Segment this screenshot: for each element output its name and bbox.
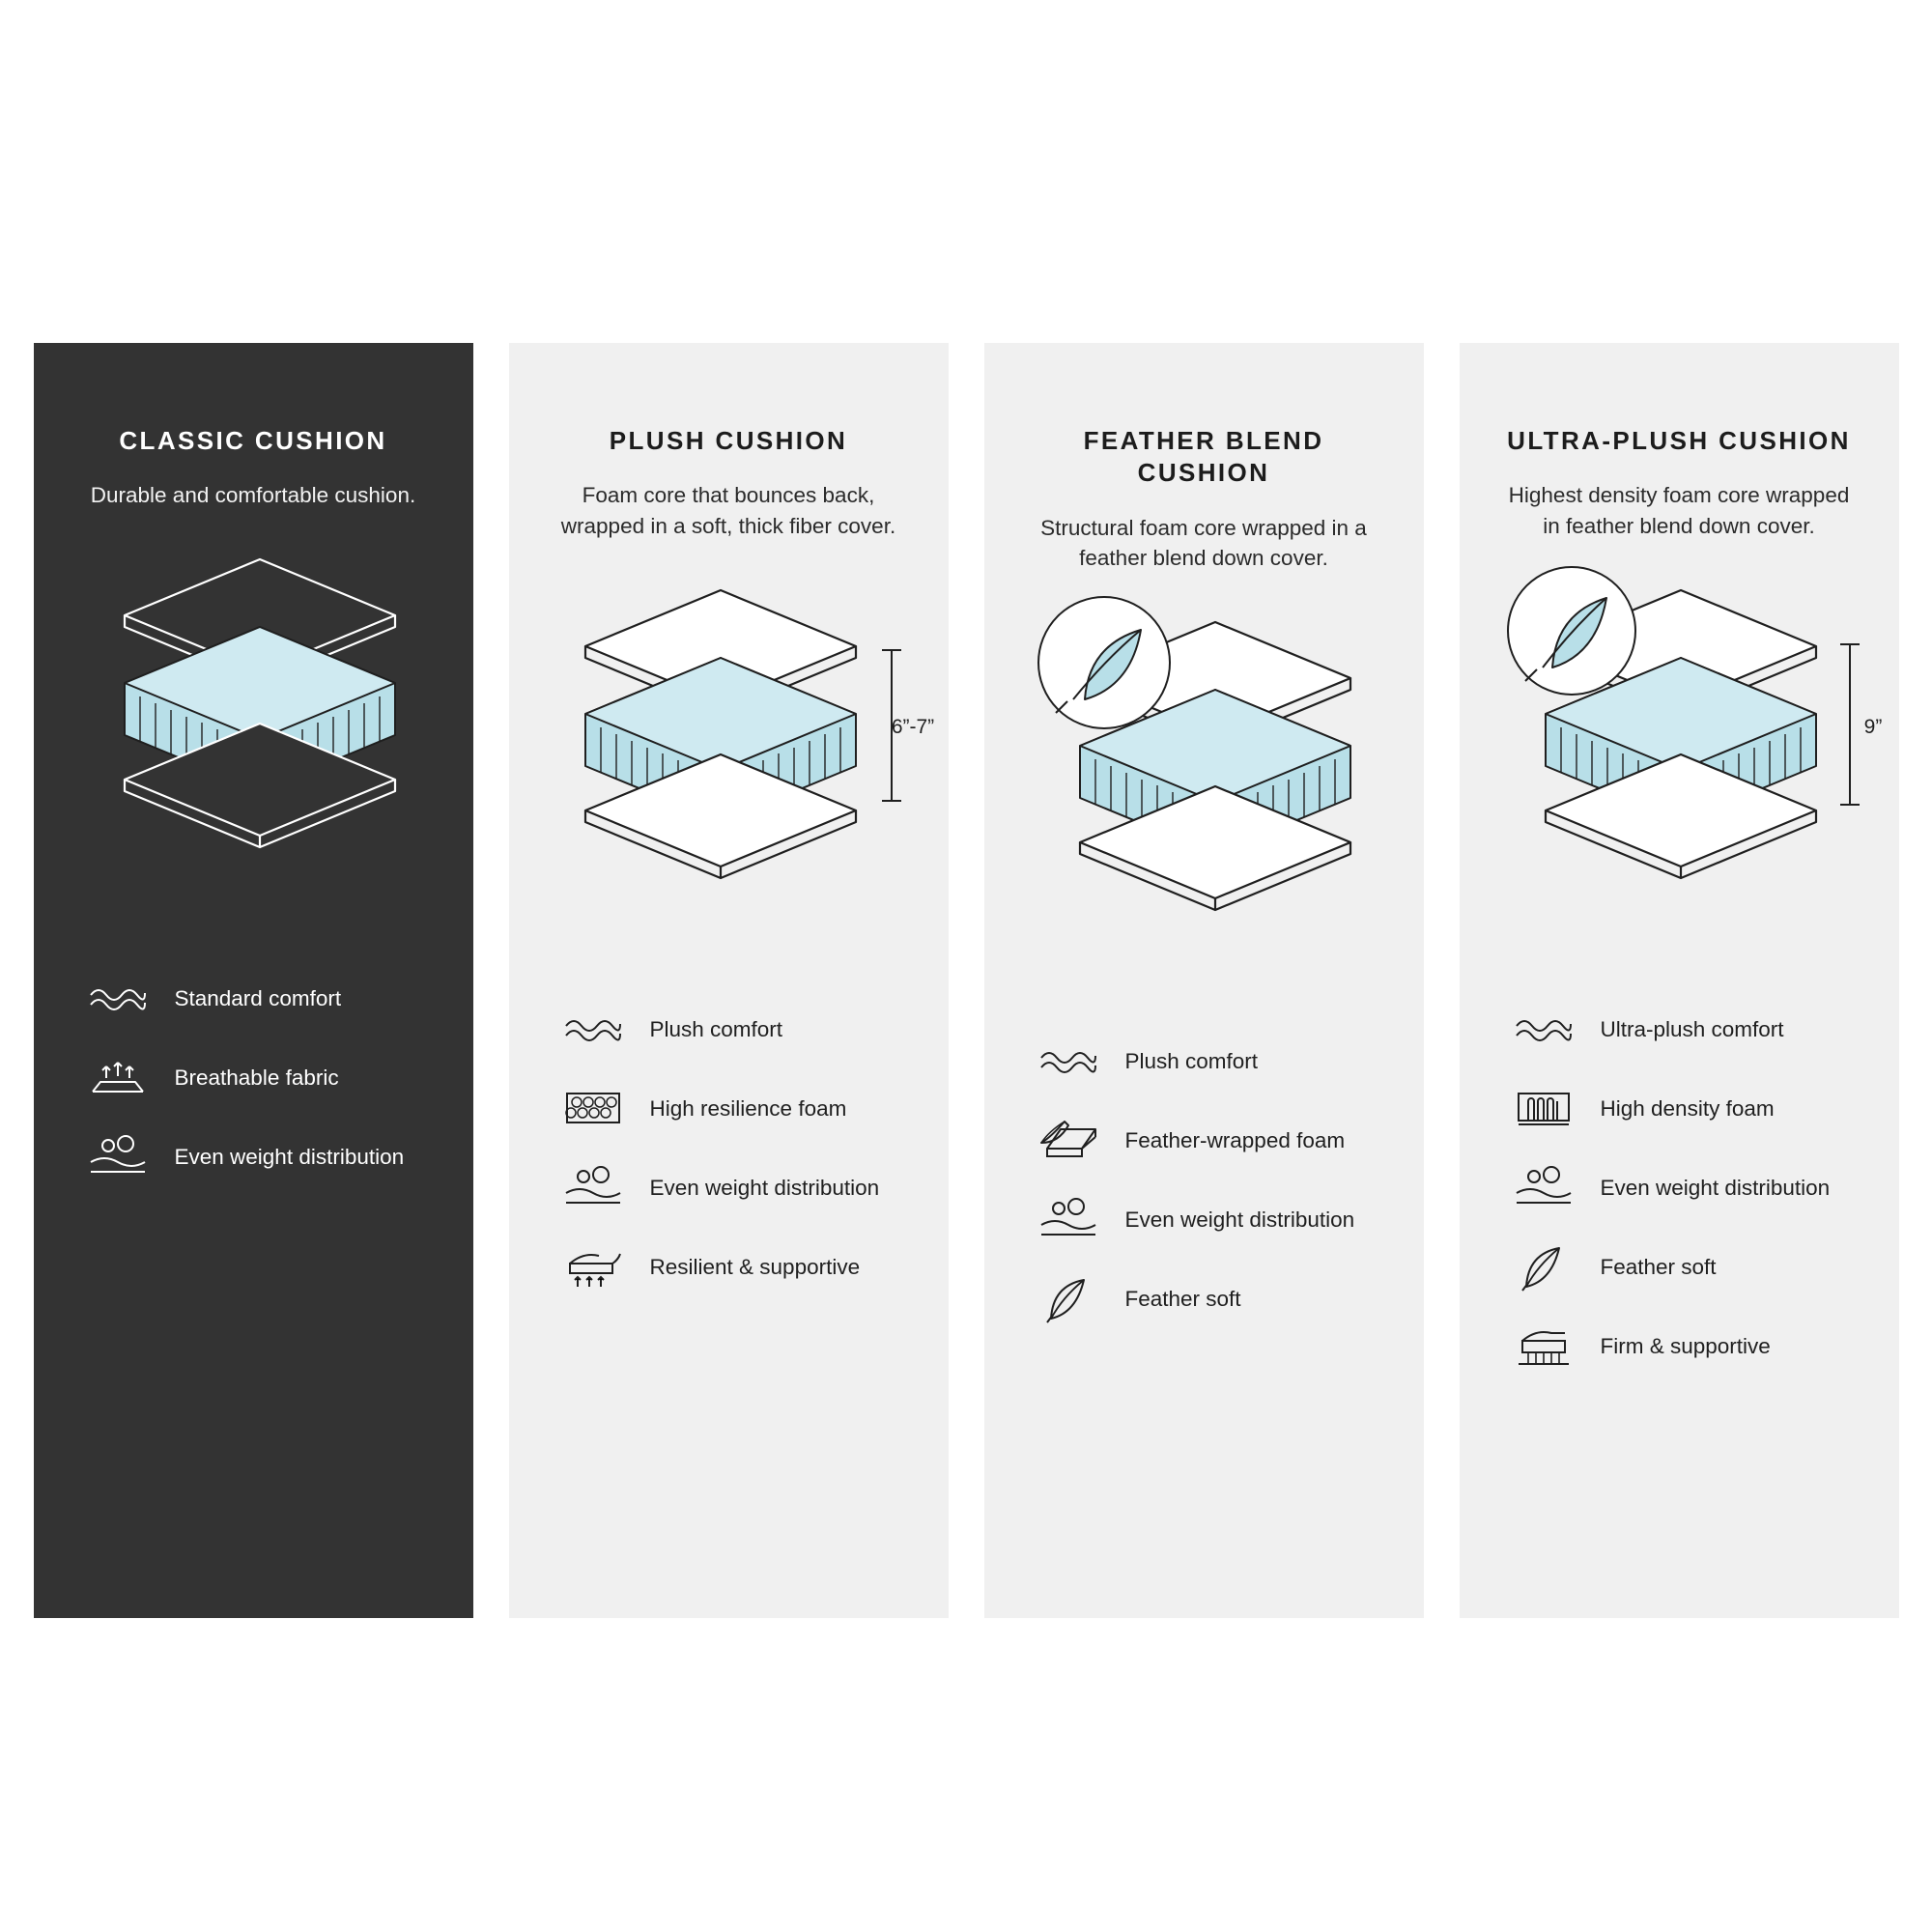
card-description: Structural foam core wrapped in a feather blend down cover.	[1040, 515, 1367, 571]
feature-label: Ultra-plush comfort	[1600, 1016, 1784, 1041]
dimension-label: 6”-7”	[891, 716, 934, 739]
card-description: Highest density foam core wrapped in feather blend down cover.	[1508, 483, 1850, 539]
feature-item	[1508, 1002, 1851, 1056]
feature-label: High resilience foam	[649, 1095, 847, 1121]
cushion-layer-diagram	[1502, 561, 1882, 967]
feature-list	[552, 1002, 906, 1293]
exploded-cushion-illustration	[76, 530, 443, 849]
even-weight-distribution-icon	[557, 1160, 629, 1214]
feature-label: High density foam	[1600, 1095, 1775, 1121]
high-resilience-foam-icon	[557, 1081, 629, 1135]
high-density-foam-icon	[1508, 1081, 1579, 1135]
feather-badge	[1508, 567, 1635, 695]
feather-badge	[1038, 597, 1170, 728]
feature-item	[82, 971, 425, 1025]
feature-label: Plush comfort	[1124, 1048, 1259, 1073]
feather-wrapped-foam-icon	[1033, 1113, 1104, 1167]
feature-item	[557, 1081, 900, 1135]
feature-item	[1033, 1271, 1376, 1325]
feature-item	[1033, 1192, 1376, 1246]
card-title: CLASSIC CUSHION	[119, 426, 387, 455]
wave-comfort-icon	[1033, 1034, 1104, 1088]
feature-label: Even weight distribution	[174, 1144, 405, 1169]
dimension-label: 9”	[1863, 716, 1882, 739]
exploded-cushion-illustration	[1027, 593, 1413, 912]
wave-comfort-icon	[82, 971, 154, 1025]
even-weight-distribution-icon	[1508, 1160, 1579, 1214]
card-description: Foam core that bounces back, wrapped in a soft, thick fiber cover.	[560, 483, 896, 539]
feature-label: Feather soft	[1600, 1254, 1717, 1279]
feature-item	[1508, 1239, 1851, 1293]
card-title: FEATHER BLEND CUSHION	[1083, 426, 1324, 488]
feature-item	[1033, 1113, 1376, 1167]
feather-soft-icon	[1033, 1271, 1104, 1325]
cushion-card-feather-blend[interactable]	[984, 343, 1424, 1618]
feature-label: Even weight distribution	[1600, 1175, 1831, 1200]
exploded-cushion-illustration	[1502, 561, 1889, 880]
feature-item	[1033, 1034, 1376, 1088]
card-title: ULTRA-PLUSH CUSHION	[1507, 426, 1851, 455]
cushion-layer-diagram	[552, 561, 934, 967]
cushion-cards-row	[0, 343, 1932, 1618]
wave-comfort-icon	[557, 1002, 629, 1056]
wave-comfort-icon	[1508, 1002, 1579, 1056]
feature-item	[1508, 1319, 1851, 1373]
feature-item	[557, 1239, 900, 1293]
cushion-card-plush[interactable]	[509, 343, 949, 1618]
feature-item	[1508, 1081, 1851, 1135]
exploded-cushion-illustration	[552, 561, 938, 880]
feature-label: Feather-wrapped foam	[1124, 1127, 1346, 1152]
cushion-card-ultra-plush[interactable]	[1460, 343, 1899, 1618]
resilient-supportive-icon	[557, 1239, 629, 1293]
card-description: Durable and comfortable cushion.	[90, 483, 416, 508]
feature-label: Plush comfort	[649, 1016, 783, 1041]
feature-label: Even weight distribution	[1124, 1207, 1355, 1232]
feature-label: Feather soft	[1124, 1286, 1241, 1311]
feature-list	[1502, 1002, 1857, 1373]
feature-item	[557, 1002, 900, 1056]
feather-soft-icon	[1508, 1239, 1579, 1293]
feature-item	[82, 1050, 425, 1104]
feature-list	[76, 971, 431, 1183]
even-weight-distribution-icon	[82, 1129, 154, 1183]
feature-item	[557, 1160, 900, 1214]
cushion-layer-diagram	[1027, 593, 1381, 999]
breathable-fabric-icon	[82, 1050, 154, 1104]
feature-item	[82, 1129, 425, 1183]
feature-label: Standard comfort	[174, 985, 342, 1010]
cushion-card-classic[interactable]	[34, 343, 473, 1618]
even-weight-distribution-icon	[1033, 1192, 1104, 1246]
feature-list	[1027, 1034, 1381, 1325]
card-title: PLUSH CUSHION	[609, 426, 848, 455]
cushion-layer-diagram	[76, 530, 431, 936]
dimension-bracket	[1840, 644, 1860, 805]
feature-label: Even weight distribution	[649, 1175, 880, 1200]
feature-label: Firm & supportive	[1600, 1333, 1771, 1358]
feature-label: Breathable fabric	[174, 1065, 339, 1090]
firm-supportive-icon	[1508, 1319, 1579, 1373]
feature-item	[1508, 1160, 1851, 1214]
feature-label: Resilient & supportive	[649, 1254, 861, 1279]
